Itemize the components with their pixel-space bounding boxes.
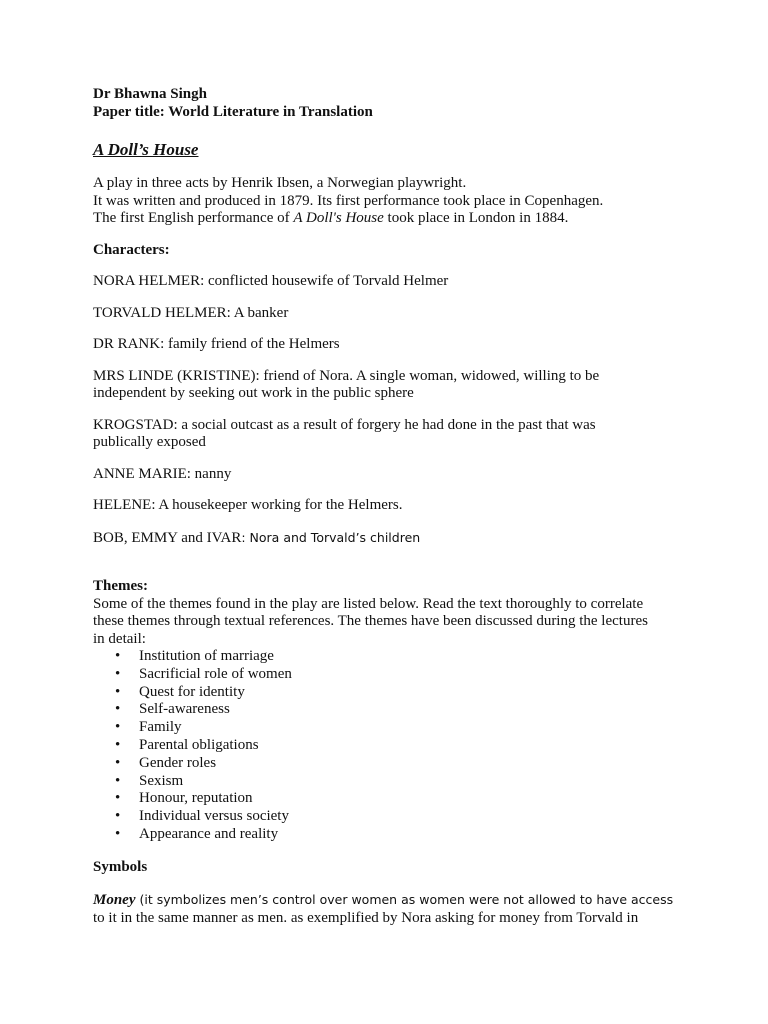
bullet-icon: • [115, 736, 121, 753]
money-symbol-paragraph [93, 891, 693, 927]
character-entry [93, 497, 693, 515]
theme-item [115, 719, 693, 737]
theme-label: Honour, reputation [139, 790, 253, 807]
theme-item [115, 826, 693, 844]
theme-label: Self-awareness [139, 701, 230, 718]
character-line: publically exposed [93, 434, 206, 450]
theme-label: Institution of marriage [139, 648, 274, 664]
bullet-icon: • [115, 665, 121, 682]
theme-label: Appearance and reality [139, 825, 279, 842]
intro-text: The first English performance of [93, 210, 294, 226]
character-entry [93, 336, 693, 354]
money-label: Money [93, 892, 136, 909]
character-line: DR RANK: family friend of the Helmers [93, 336, 340, 352]
themes-intro-line: these themes through textual references. The themes have been discussed during the lectures [93, 613, 648, 629]
character-entry-children [93, 529, 693, 548]
intro-block [93, 175, 693, 228]
character-entry [93, 305, 693, 323]
themes-heading: Themes: [93, 578, 148, 594]
theme-label: Quest for identity [139, 683, 245, 700]
character-entry [93, 273, 693, 291]
character-line: independent by seeking out work in the public sphere [93, 385, 414, 401]
author-name: Dr Bhawna Singh [93, 86, 207, 102]
bullet-icon: • [115, 754, 121, 771]
children-names: BOB, EMMY and IVAR [93, 529, 242, 546]
bullet-icon: • [115, 683, 121, 700]
themes-list [93, 648, 693, 844]
theme-label: Parental obligations [139, 736, 259, 753]
money-line: to it in the same manner as men. as exemplified by Nora asking for money from Torvald in [93, 909, 639, 926]
theme-item [115, 737, 693, 755]
money-line [93, 891, 693, 910]
theme-item [115, 755, 693, 773]
bullet-icon: • [115, 808, 121, 825]
characters-heading: Characters: [93, 241, 170, 258]
intro-line: A play in three acts by Henrik Ibsen, a Norwegian playwright. [93, 175, 467, 191]
character-entry [93, 466, 693, 484]
themes-intro-line: in detail: [93, 630, 146, 647]
character-line: TORVALD HELMER: A banker [93, 304, 289, 321]
intro-text: took place in London in 1884. [383, 210, 569, 226]
bullet-icon: • [115, 648, 121, 664]
intro-line: It was written and produced in 1879. Its first performance took place in Copenhagen. [93, 192, 604, 209]
document-page [93, 86, 693, 927]
paper-title: Paper title: World Literature in Translation [93, 103, 373, 120]
theme-item [115, 701, 693, 719]
symbols-heading: Symbols [93, 858, 148, 875]
themes-intro-line: Some of the themes found in the play are listed below. Read the text thoroughly to correlate [93, 595, 644, 612]
theme-item [115, 808, 693, 826]
theme-label: Individual versus society [139, 808, 289, 825]
children-description: : Nora and Torvald’s children [241, 529, 421, 545]
document-title: A Doll’s House [93, 140, 199, 159]
character-entry [93, 368, 693, 403]
theme-item [115, 773, 693, 791]
bullet-icon: • [115, 790, 121, 807]
bullet-icon: • [115, 772, 121, 789]
theme-item [115, 790, 693, 808]
character-line: MRS LINDE (KRISTINE): friend of Nora. A single woman, widowed, willing to be [93, 367, 600, 384]
character-entry [93, 417, 693, 452]
theme-label: Family [139, 719, 182, 736]
character-line: NORA HELMER: conflicted housewife of Torvald Helmer [93, 273, 449, 289]
bullet-icon: • [115, 825, 121, 842]
play-title-italic: A Doll's House [293, 210, 384, 226]
characters-list [93, 273, 693, 515]
theme-item [115, 648, 693, 666]
intro-line [93, 210, 693, 228]
bullet-icon: • [115, 701, 121, 718]
bullet-icon: • [115, 719, 121, 736]
theme-label: Sacrificial role of women [139, 665, 292, 682]
theme-label: Gender roles [139, 754, 217, 771]
money-text: (it symbolizes men’s control over women as women were not allowed to have access [135, 892, 674, 908]
themes-intro [93, 596, 693, 649]
character-line: HELENE: A housekeeper working for the Helmers. [93, 497, 403, 513]
theme-item [115, 666, 693, 684]
theme-item [115, 684, 693, 702]
character-line: ANNE MARIE: nanny [93, 465, 232, 482]
theme-label: Sexism [139, 772, 184, 789]
character-line: KROGSTAD: a social outcast as a result of forgery he had done in the past that was [93, 416, 596, 433]
